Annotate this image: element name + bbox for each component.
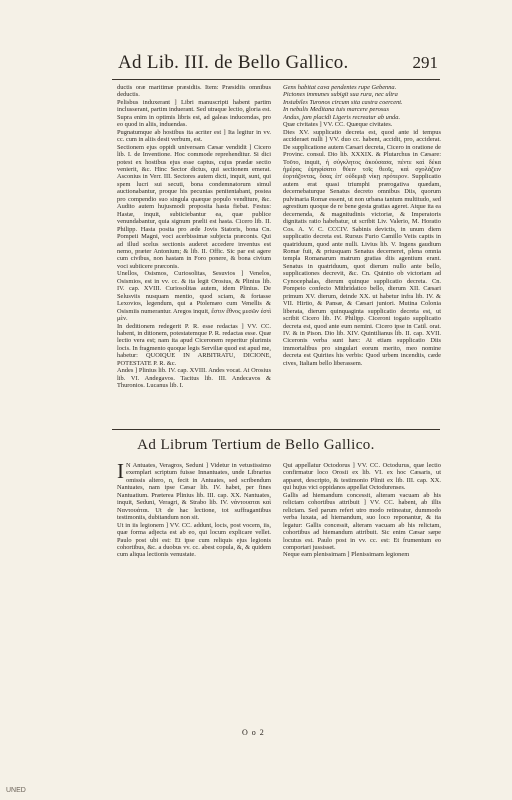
running-header [118, 52, 438, 78]
section-right-text: Qui appellatur Octodorus ] VV. CC. Octodurus, quæ lectio confirmatur loco Orosii ex lib. VI. ex hoc Cæsaris, ut apparet, descripto, & testimonio Plinii ex lib. III. cap. XX. qui hujus vici oppidanos appellat Octodurenses. Gallis ad hiemandum concessit, alteram vacuam ab his relictam cohortibus attribuit ] VV. CC. habent, ab illis relictam. Sed parum refert utro modo retineatur, dummodo verba luxata, ad hiemandum, suo loco reponantur, & ita legatur: Gallis concessit, alteram vacuam ab his relictam, cohortibus ad hiemandum attribuit. Sic enim Cæsar sæpe locutus est. Paulo post in vv. cc. est: Et frumentum eo comportari jussisset. Neque eam plenissimam ] Plenissimam legionem [283, 462, 441, 559]
section-left-column [117, 462, 271, 612]
drop-capital: I [117, 462, 124, 483]
left-column-commentary: ductis oræ maritimæ præsidiis. Item: Præsidiis omnibus deductis. Pelisbus induxerant ] Libri manuscripti habent partim inclusserant, partim induerant. Sed utraque lectio, gloria est. Supra enim in optimis libris est, ad galeas inducendas, pro eo quod in aliis, induendas. Pugnatumque ab hostibus ita acriter est ] Ita legitur in vv. cc. cum in aliis desit verbum, est. Sectionem ejus oppidi universam Cæsar vendidit ] Cicero lib. I. de Inventione. Hoc commode reprehenditur. Si dici potest ex hostibus ejus esse captus, cujus prædæ sectio venierit, &c. Hinc Sector dictus, qui sectionem emerat. Asconius in Verr. III. Sectores autem dicti, inquit, sunt, qui spem lucri sui secuti, bona condemnatorum simul auctionabantur, proque his pecunias penitentabant, postea pro compendio suo singula quæque populo venditure, &c. Audito autem hujusmodi proposita hasta fiebat. Festus: Hastæ, inquit, subiiciebantur ea, quæ publice venundabantur, quia signum prælii est hasta. Cicero lib. II. Philipp. Hasta posita pro æde Jovis Statoris, bona Cn. Pompeii Magni, voci acerbissimæ subjecta præconis. Qui ad illud scelus sectionis auderet accedere inventus est nemo, præter Antonium; & lib. II. Offic. Sic par est agere cum civibus, non hastam in Foro ponere, & bona civium voci subiicere præconis. Unellos, Osismos, Curiosolitas, Sesuvios ] Venelos, Osismios, est in vv. cc. & ita legit Orosius, & Plinius lib. IV. cap. XVIII. Curiosolitas autem, idem Plinius. De Selusviis nusquam mentio, quod sciam, & fortasse Lexovios, legendum, qui a Ptolemæo cum Venellis & Osismiis numerantur. Aregos inquit, ἔστιν ἔθνος μεσῶν ἐστὶ μὲν. In deditionem redegerit P. R. esse redactas ] VV. CC. habent, in ditionem, potestatemque P. R. redactas esse. Quæ lectio vera est; nam ita apud Ciceronem reperitur plurimis locis. In fragmento quoque legis Serviliæ quod est apud me, habetur: QUOIQUE IN ARBITRATU, DICIONE, POTESTATE P. R. &c. Andes ] Plinius lib. IV. cap. XVIII. Andes vocat. At Orosius lib. VI. Andegavos. Tacitus lib. III. Andecavos & Thuronios. Lucanus lib. I. [117, 84, 271, 390]
section-left-text: N Antuates, Veragros, Seduni ] Videtur in vetustissimo exemplari scriptum fuisse Innantuates, unde Librarius omissis altero, n, fecit in Antuates, sed scribendum Nantuates, nam ipse Cæsar lib. IV. habet, per fines Nantuatium. Præterea Plinius lib. III. cap. XX. Nantuates, inquit, Seduni, Veragri, & Strabo lib. IV. νάντουαται καὶ Ναντουάται. Ut de hac lectione, tot suffragantibus testimoniis, dubitandum non sit. Ut in iis legionem ] VV. CC. addunt, locis, post vocem, iis, quæ forma adjecta est ab eo, qui locum explicare vellet. Paulo post ubi est: Et ipse cum reliquis ejus legionis cohortibus, &c. a duobus vv. cc. abest copula, &, & quidem cum aliqua lectionis venustate. [117, 462, 271, 559]
header-rule [112, 79, 440, 80]
section-title: Ad Librum Tertium de Bello Gallico. [137, 437, 375, 453]
right-column-commentary: Quæ civitates ] VV. CC. Quæque civitates. Dies XV. supplicatio decreta est, quod ante id tempus accideraet nulli ] VV. duo cc. habent, accidit, pro, acciderat. De supplicatione autem Cæsari decreta, Cicero in oratione de Provinc. consul. Dio lib. XXXIX. & Plutarchus in Cæsare: Τοῦτο, inquit, ἡ σύγκλητος ἀκούσασα, πέντε καὶ δέκα ἡμέρας ἐψηφίσατο θύειν τοῖς θεοῖς, καὶ σχολάζειν ἑορτάζοντας, ὅσας ἐπ' οὐδεμιᾷ νίκῃ πρότερον. Supplicatio autem erat quasi triumphi prærogativa quædam, decernebaturque Senatus decreto omnibus Diis, quorum pulvinaria Romæ essent, ut non urbana tantum multitudo, sed agrestium quoque de re bene gesta gratias ageret. Atque ita ea decernenda, & magnitudinis victoriæ, & Imperatoris dignitatis ratio habebatur, ut scribit Liv. Valerio, M. Horatio Cos. A. V. C. CCCIV. Sabinis devictis, in unum diem supplicatio decreta est. Rursus Furio Camillo Veiis captis in quatriduum, quod ante nulli. Livius lib. V. Ingens gaudium Romæ fuit, & priusquam Senatus decerneret, plena omnia templa Romanarum matrum gratias diis agentium erant. Senatus in quatriduum, quot dierum nullo ante bello, supplicationes decrevit, &c. Cn. Quintio ob victoriam ad Cynocephalas, dierum quinque supplicatio decreta. Cn. Pompeio confecto Mithridatico bello, dierum XII. Cæsari primum XV. dierum, deinde XX. ut habetur infra lib. IV. & VII. Hirtio, & Pansæ, & Cæsari juniori. Mutina Colonia liberata, dierum quinquaginta supplicatio decreta est, ut scribit Cicero lib. IV. Philipp. Ciceroni togato supplicatio decreta est, quod ante eum nemini. Cicero ipse in Catil. orat. IV. & in Pison. Dio lib. XIV. Quintilianus lib. II. cap. XVII. Ciceronis verba sunt hæc: At etiam supplicatio Diis immortalibus pro singulari eorum merito, meo nomine decreta est Quirites his verbis: Quod urbem incendiis, cæde cives, Italiam bello liberassem. [283, 121, 441, 367]
page-number: 291 [412, 53, 438, 72]
library-watermark: UNED [6, 787, 26, 794]
running-title: Ad Lib. III. de Bello Gallico. [118, 52, 349, 73]
verse-quotation: Gens habitat cava pendentes rupe Gebenna. Pictones immunes subigit sua rura, nec ultra Instabiles Turonos circum sita castra coercent. In nebulis Meditana tuis marcere perosus Andus, jam placidi Ligeris recreatur ab unda. [283, 84, 403, 121]
right-column [283, 84, 441, 422]
section-rule-top [112, 429, 440, 430]
signature-mark: O o 2 [242, 728, 265, 737]
